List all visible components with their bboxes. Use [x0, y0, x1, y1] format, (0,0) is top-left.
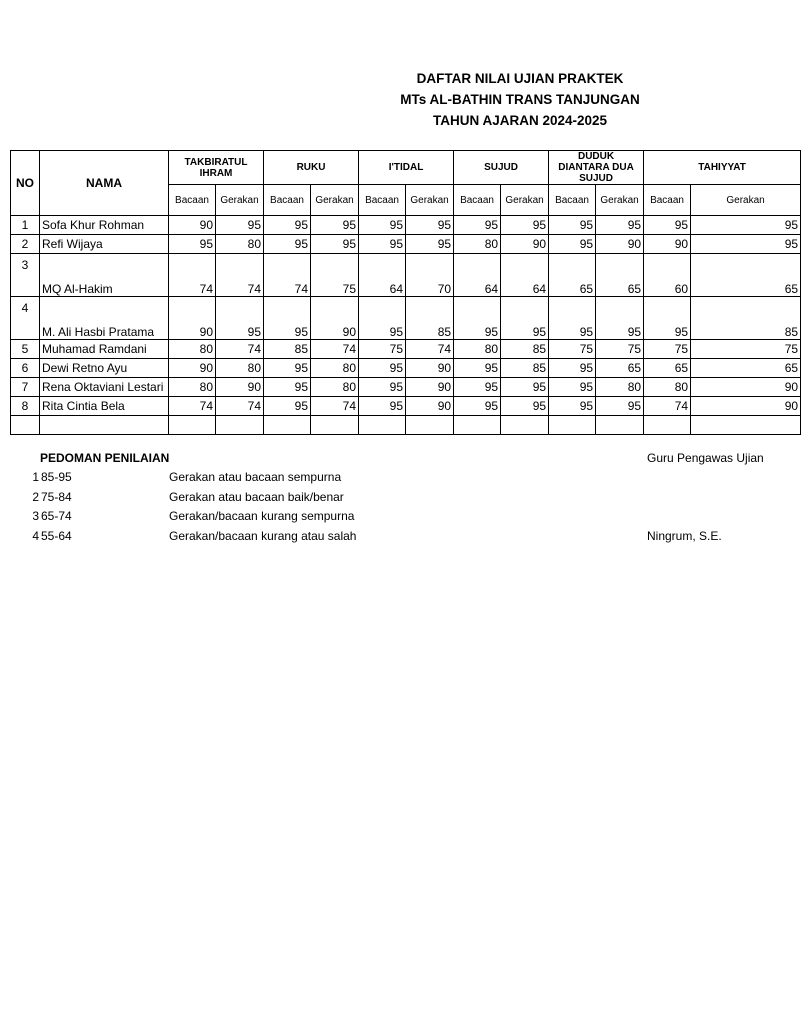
score-gerakan: 75 [311, 254, 359, 297]
empty-cell [549, 416, 596, 435]
pedoman-item-description: Gerakan atau bacaan sempurna [169, 470, 342, 484]
score-gerakan: 80 [596, 378, 644, 397]
score-bacaan: 95 [359, 359, 406, 378]
score-gerakan: 85 [406, 297, 454, 340]
subheader-gerakan: Gerakan [216, 185, 264, 216]
score-bacaan: 80 [454, 340, 501, 359]
header-category: SUJUD [454, 151, 549, 185]
empty-cell [406, 416, 454, 435]
score-bacaan: 95 [169, 235, 216, 254]
subheader-gerakan: Gerakan [311, 185, 359, 216]
score-gerakan: 90 [406, 359, 454, 378]
score-gerakan: 90 [216, 378, 264, 397]
table-row [11, 397, 801, 416]
score-bacaan: 95 [549, 297, 596, 340]
score-gerakan: 95 [311, 235, 359, 254]
score-bacaan: 95 [359, 397, 406, 416]
score-bacaan: 95 [549, 235, 596, 254]
score-bacaan: 90 [169, 216, 216, 235]
guru-title: Guru Pengawas Ujian [647, 451, 764, 465]
score-bacaan: 95 [454, 359, 501, 378]
row-number: 8 [11, 397, 40, 416]
score-gerakan: 80 [311, 359, 359, 378]
score-bacaan: 75 [644, 340, 691, 359]
score-bacaan: 95 [454, 216, 501, 235]
score-bacaan: 80 [644, 378, 691, 397]
score-bacaan: 95 [359, 297, 406, 340]
score-gerakan: 95 [406, 216, 454, 235]
empty-cell [40, 416, 169, 435]
pedoman-item-number: 4 [32, 529, 39, 543]
subheader-bacaan: Bacaan [264, 185, 311, 216]
score-gerakan: 95 [216, 297, 264, 340]
score-gerakan: 85 [691, 297, 801, 340]
row-number: 4 [11, 297, 40, 340]
table-header [11, 151, 801, 216]
score-gerakan: 95 [501, 297, 549, 340]
empty-cell [311, 416, 359, 435]
pedoman-item-number: 3 [32, 509, 39, 523]
score-gerakan: 95 [311, 216, 359, 235]
score-gerakan: 95 [691, 216, 801, 235]
score-gerakan: 95 [501, 397, 549, 416]
pedoman-item-number: 1 [32, 470, 39, 484]
score-bacaan: 95 [264, 235, 311, 254]
score-gerakan: 85 [501, 359, 549, 378]
grades-table [10, 150, 801, 435]
score-bacaan: 64 [359, 254, 406, 297]
student-name: Dewi Retno Ayu [40, 359, 169, 378]
score-gerakan: 80 [216, 235, 264, 254]
score-gerakan: 65 [596, 254, 644, 297]
score-bacaan: 80 [169, 340, 216, 359]
score-bacaan: 95 [264, 216, 311, 235]
table-row [11, 378, 801, 397]
score-bacaan: 74 [169, 397, 216, 416]
subheader-gerakan: Gerakan [501, 185, 549, 216]
student-name: Muhamad Ramdani [40, 340, 169, 359]
table-row [11, 340, 801, 359]
subheader-bacaan: Bacaan [359, 185, 406, 216]
title-line-1: DAFTAR NILAI UJIAN PRAKTEK [416, 71, 624, 86]
score-bacaan: 74 [264, 254, 311, 297]
score-gerakan: 74 [216, 254, 264, 297]
pedoman-item-description: Gerakan/bacaan kurang sempurna [169, 509, 355, 523]
empty-cell [264, 416, 311, 435]
score-bacaan: 80 [169, 378, 216, 397]
score-gerakan: 74 [311, 397, 359, 416]
empty-cell [11, 416, 40, 435]
score-bacaan: 60 [644, 254, 691, 297]
empty-cell [691, 416, 801, 435]
score-gerakan: 90 [501, 235, 549, 254]
subheader-bacaan: Bacaan [644, 185, 691, 216]
pedoman-title: PEDOMAN PENILAIAN [40, 451, 170, 465]
score-bacaan: 95 [454, 297, 501, 340]
row-number: 1 [11, 216, 40, 235]
score-gerakan: 95 [596, 397, 644, 416]
score-gerakan: 85 [501, 340, 549, 359]
student-name: MQ Al-Hakim [40, 254, 169, 297]
pedoman-item-range: 55-64 [41, 529, 72, 543]
subheader-bacaan: Bacaan [549, 185, 596, 216]
score-gerakan: 74 [216, 340, 264, 359]
score-gerakan: 95 [596, 297, 644, 340]
score-bacaan: 95 [549, 359, 596, 378]
score-gerakan: 74 [311, 340, 359, 359]
score-bacaan: 85 [264, 340, 311, 359]
pedoman-item-range: 65-74 [41, 509, 72, 523]
score-bacaan: 75 [359, 340, 406, 359]
score-bacaan: 90 [169, 359, 216, 378]
grades-table-container [10, 150, 799, 435]
score-bacaan: 95 [359, 216, 406, 235]
score-gerakan: 70 [406, 254, 454, 297]
row-number: 5 [11, 340, 40, 359]
score-bacaan: 90 [644, 235, 691, 254]
pedoman-item-description: Gerakan atau bacaan baik/benar [169, 490, 344, 504]
student-name: Rena Oktaviani Lestari [40, 378, 169, 397]
header-category: I'TIDAL [359, 151, 454, 185]
score-bacaan: 95 [644, 297, 691, 340]
empty-cell [216, 416, 264, 435]
student-name: M. Ali Hasbi Pratama [40, 297, 169, 340]
score-bacaan: 95 [549, 216, 596, 235]
subheader-gerakan: Gerakan [691, 185, 801, 216]
table-row-empty [11, 416, 801, 435]
score-gerakan: 75 [596, 340, 644, 359]
empty-cell [501, 416, 549, 435]
empty-cell [169, 416, 216, 435]
score-gerakan: 95 [596, 216, 644, 235]
score-bacaan: 95 [264, 397, 311, 416]
subheader-gerakan: Gerakan [596, 185, 644, 216]
score-bacaan: 95 [454, 378, 501, 397]
score-gerakan: 65 [596, 359, 644, 378]
score-gerakan: 75 [691, 340, 801, 359]
row-number: 2 [11, 235, 40, 254]
score-gerakan: 95 [501, 216, 549, 235]
score-bacaan: 74 [169, 254, 216, 297]
header-category: TAHIYYAT [644, 151, 801, 185]
score-bacaan: 80 [454, 235, 501, 254]
score-gerakan: 95 [691, 235, 801, 254]
table-row [11, 216, 801, 235]
title-line-3: TAHUN AJARAN 2024-2025 [432, 113, 608, 128]
score-gerakan: 90 [406, 378, 454, 397]
score-gerakan: 90 [596, 235, 644, 254]
row-number: 7 [11, 378, 40, 397]
score-gerakan: 90 [691, 397, 801, 416]
score-gerakan: 65 [691, 359, 801, 378]
score-bacaan: 95 [359, 378, 406, 397]
score-bacaan: 95 [264, 378, 311, 397]
score-gerakan: 80 [216, 359, 264, 378]
score-bacaan: 95 [549, 397, 596, 416]
score-gerakan: 90 [311, 297, 359, 340]
score-bacaan: 90 [169, 297, 216, 340]
score-bacaan: 95 [454, 397, 501, 416]
score-bacaan: 95 [644, 216, 691, 235]
empty-cell [596, 416, 644, 435]
score-gerakan: 64 [501, 254, 549, 297]
title-line-2: MTs AL-BATHIN TRANS TANJUNGAN [400, 92, 640, 107]
row-number: 3 [11, 254, 40, 297]
student-name: Sofa Khur Rohman [40, 216, 169, 235]
subheader-bacaan: Bacaan [454, 185, 501, 216]
student-name: Refi Wijaya [40, 235, 169, 254]
empty-cell [454, 416, 501, 435]
pedoman-item-range: 75-84 [41, 490, 72, 504]
header-category: TAKBIRATUL IHRAM [169, 151, 264, 185]
header-no: NO [11, 151, 40, 216]
score-gerakan: 95 [406, 235, 454, 254]
score-bacaan: 65 [644, 359, 691, 378]
score-gerakan: 95 [501, 378, 549, 397]
score-bacaan: 95 [549, 378, 596, 397]
score-gerakan: 90 [691, 378, 801, 397]
student-name: Rita Cintia Bela [40, 397, 169, 416]
table-row [11, 297, 801, 340]
score-gerakan: 65 [691, 254, 801, 297]
table-row [11, 359, 801, 378]
table-row [11, 254, 801, 297]
score-bacaan: 74 [644, 397, 691, 416]
table-body [11, 216, 801, 435]
pedoman-item-description: Gerakan/bacaan kurang atau salah [169, 529, 357, 543]
guru-name: Ningrum, S.E. [647, 529, 722, 543]
subheader-gerakan: Gerakan [406, 185, 454, 216]
score-gerakan: 74 [406, 340, 454, 359]
score-bacaan: 95 [359, 235, 406, 254]
subheader-bacaan: Bacaan [169, 185, 216, 216]
header-category: RUKU [264, 151, 359, 185]
score-gerakan: 95 [216, 216, 264, 235]
empty-cell [644, 416, 691, 435]
pedoman-item-range: 85-95 [41, 470, 72, 484]
header-category: DUDUK DIANTARA DUA SUJUD [549, 151, 644, 185]
score-bacaan: 64 [454, 254, 501, 297]
score-bacaan: 95 [264, 359, 311, 378]
score-gerakan: 74 [216, 397, 264, 416]
row-number: 6 [11, 359, 40, 378]
table-row [11, 235, 801, 254]
document-title-block [300, 68, 740, 131]
pedoman-item-number: 2 [32, 490, 39, 504]
empty-cell [359, 416, 406, 435]
score-bacaan: 95 [264, 297, 311, 340]
header-name: NAMA [40, 151, 169, 216]
score-gerakan: 90 [406, 397, 454, 416]
score-gerakan: 80 [311, 378, 359, 397]
score-bacaan: 65 [549, 254, 596, 297]
score-bacaan: 75 [549, 340, 596, 359]
